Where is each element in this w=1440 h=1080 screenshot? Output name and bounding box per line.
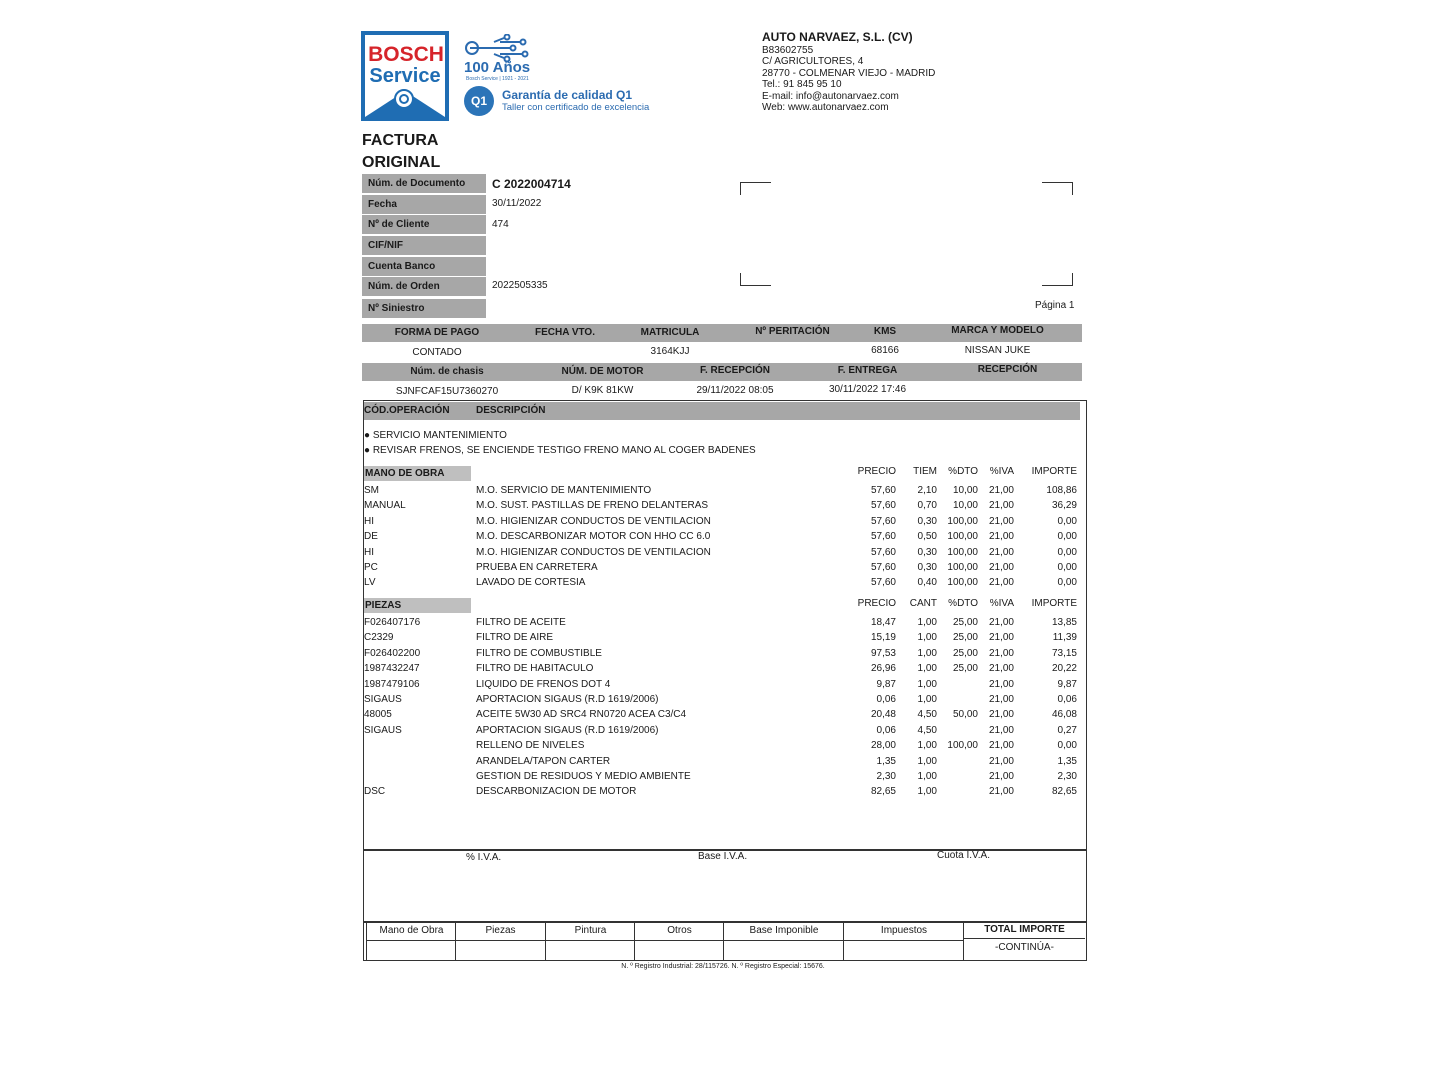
footer-impuestos: Impuestos	[843, 922, 964, 960]
cell-importe: 0,00	[1057, 562, 1077, 573]
cell-importe: 108,86	[1046, 485, 1077, 496]
table-row	[364, 771, 1080, 786]
note-line: ● SERVICIO MANTENIMIENTO	[364, 430, 507, 441]
field-label-cliente: Nº de Cliente	[362, 215, 486, 234]
bullet-icon: ●	[364, 445, 371, 456]
cell-importe: 13,85	[1051, 617, 1077, 628]
cell-desc: M.O. SUST. PASTILLAS DE FRENO DELANTERAS	[476, 500, 709, 512]
cell-importe: 0,27	[1057, 724, 1077, 736]
cell-importe: 73,15	[1051, 647, 1077, 659]
cell-code: HI	[364, 515, 374, 527]
cell-desc: FILTRO DE AIRE	[476, 632, 554, 644]
field-value-cliente: 474	[492, 219, 509, 230]
table-row	[364, 547, 1080, 562]
cell-qty: 1,00	[917, 786, 937, 798]
field-label-cif: CIF/NIF	[362, 236, 486, 255]
cell-precio: 57,60	[870, 531, 896, 543]
cell-dto: 100,00	[947, 562, 978, 573]
cell-qty: 1,00	[917, 755, 937, 767]
cell-desc: ARANDELA/TAPON CARTER	[476, 755, 611, 767]
cell-dto: 100,00	[947, 740, 978, 752]
field-label-siniestro: Nº Siniestro	[362, 299, 486, 318]
cell-qty: 4,50	[917, 724, 937, 736]
hdr-recepcion-fecha: F. RECEPCIÓN	[699, 365, 770, 376]
cell-iva: 21,00	[988, 562, 1014, 573]
val-marca-modelo: NISSAN JUKE	[964, 345, 1031, 356]
parts-column-headers	[364, 598, 1080, 613]
cell-qty: 0,70	[917, 500, 937, 512]
hdr-marca-modelo: MARCA Y MODELO	[951, 325, 1044, 336]
note-line: ● REVISAR FRENOS, SE ENCIENDE TESTIGO FRENO MANO AL COGER BADENES	[364, 445, 756, 456]
cell-desc: RELLENO DE NIVELES	[476, 740, 585, 752]
table-row	[364, 694, 1080, 709]
title-line2: ORIGINAL	[362, 154, 441, 171]
cell-code: SIGAUS	[364, 724, 402, 736]
title-line1: FACTURA	[362, 132, 439, 149]
val-matricula: 3164KJJ	[650, 346, 690, 357]
val-motor: D/ K9K 81KW	[571, 385, 634, 396]
hdr-fecha-vto: FECHA VTO.	[534, 327, 595, 338]
val-entrega: 30/11/2022 17:46	[828, 384, 907, 395]
labor-column-headers	[364, 466, 1080, 481]
cell-precio: 18,47	[870, 617, 896, 628]
footer-otros: Otros	[634, 922, 724, 960]
cell-iva: 21,00	[988, 515, 1014, 527]
cell-precio: 26,96	[870, 663, 896, 675]
footer-piezas: Piezas	[455, 922, 545, 960]
cell-importe: 0,00	[1057, 577, 1077, 589]
cell-desc: GESTION DE RESIDUOS Y MEDIO AMBIENTE	[476, 771, 691, 782]
continua-label: -CONTINÚA-	[995, 942, 1054, 953]
table-row	[364, 725, 1080, 740]
hdr-descripcion: DESCRIPCIÓN	[476, 405, 546, 416]
cell-code: MANUAL	[364, 500, 406, 512]
cell-code: 1987432247	[364, 663, 420, 675]
address-window-corner	[1042, 273, 1073, 286]
cell-iva: 21,00	[988, 531, 1014, 543]
val-forma-pago: CONTADO	[412, 347, 462, 358]
hdr-kms: KMS	[873, 326, 897, 337]
hdr-entrega: F. ENTREGA	[837, 365, 898, 376]
cell-iva: 21,00	[988, 740, 1014, 752]
table-row	[364, 562, 1080, 577]
company-city: 28770 - COLMENAR VIEJO - MADRID	[762, 67, 936, 79]
q1-title: Garantía de calidad Q1	[502, 88, 633, 102]
cell-importe: 20,22	[1051, 663, 1077, 675]
cell-precio: 57,60	[870, 500, 896, 512]
cell-precio: 97,53	[870, 647, 896, 659]
cell-precio: 57,60	[870, 577, 896, 589]
field-value-documento: C 2022004714	[492, 177, 571, 191]
cell-qty: 1,00	[917, 740, 937, 752]
anniversary-text: 100 Años	[464, 59, 531, 76]
cell-precio: 57,60	[870, 485, 896, 496]
bosch-wordmark: BOSCH	[368, 43, 444, 66]
cell-importe: 9,87	[1057, 678, 1077, 690]
table-row	[364, 485, 1080, 500]
field-label-fecha: Fecha	[362, 195, 486, 214]
table-row	[364, 663, 1080, 678]
cell-code: 1987479106	[364, 678, 420, 690]
cell-desc: M.O. HIGIENIZAR CONDUCTOS DE VENTILACION	[476, 515, 711, 527]
cell-desc: FILTRO DE HABITACULO	[476, 663, 594, 675]
val-chasis: SJNFCAF15U7360270	[395, 386, 499, 397]
footer-total-importe: TOTAL IMPORTE -CONTINÚA-	[963, 922, 1085, 960]
cell-iva: 21,00	[988, 786, 1014, 798]
cell-iva: 21,00	[988, 617, 1014, 628]
cell-importe: 82,65	[1051, 786, 1077, 798]
table-row	[364, 516, 1080, 531]
cell-importe: 0,06	[1057, 694, 1077, 705]
cell-desc: DESCARBONIZACION DE MOTOR	[476, 786, 637, 798]
vat-pct-label: % I.V.A.	[466, 852, 502, 863]
vat-base-label: Base I.V.A.	[698, 851, 748, 862]
cell-iva: 21,00	[988, 647, 1014, 659]
cell-qty: 0,30	[917, 562, 937, 573]
address-window-corner	[740, 273, 771, 286]
cell-qty: 1,00	[917, 678, 937, 690]
table-row	[364, 679, 1080, 694]
col-importe: IMPORTE	[1031, 466, 1077, 477]
cell-dto: 100,00	[947, 577, 978, 589]
cell-precio: 82,65	[870, 786, 896, 798]
cell-desc: APORTACION SIGAUS (R.D 1619/2006)	[476, 724, 659, 736]
cell-qty: 1,00	[917, 632, 937, 644]
col-dto: %DTO	[948, 598, 978, 609]
cell-dto: 10,00	[952, 485, 978, 496]
vat-cuota-label: Cuota I.V.A.	[937, 850, 990, 861]
cell-dto: 25,00	[952, 632, 978, 644]
registry-note: N. º Registro Industrial: 28/115726. N. º Registro Especial: 15676.	[621, 963, 825, 970]
cell-desc: FILTRO DE COMBUSTIBLE	[476, 647, 602, 659]
cell-qty: 2,10	[917, 485, 937, 496]
company-info	[762, 32, 935, 114]
cell-importe: 0,00	[1057, 740, 1077, 752]
cell-desc: M.O. HIGIENIZAR CONDUCTOS DE VENTILACION	[476, 546, 711, 558]
col-tiem: TIEM	[913, 466, 937, 477]
table-row	[364, 632, 1080, 647]
cell-qty: 0,30	[917, 515, 937, 527]
field-value-orden: 2022505335	[492, 280, 548, 291]
field-label-orden: Núm. de Orden	[362, 277, 486, 296]
cell-precio: 57,60	[870, 515, 896, 527]
cell-precio: 9,87	[876, 678, 896, 690]
cell-iva: 21,00	[988, 709, 1014, 721]
cell-iva: 21,00	[988, 755, 1014, 767]
table-row	[364, 648, 1080, 663]
cell-iva: 21,00	[988, 577, 1014, 589]
hdr-forma-pago: FORMA DE PAGO	[394, 327, 480, 338]
q1-quality-badge	[464, 86, 664, 120]
cell-importe: 11,39	[1052, 632, 1077, 644]
cell-iva: 21,00	[988, 546, 1014, 558]
cell-iva: 21,00	[988, 500, 1014, 512]
cell-iva: 21,00	[988, 663, 1014, 675]
footer-mano-obra: Mano de Obra	[366, 922, 456, 960]
cell-precio: 2,30	[876, 771, 896, 782]
company-address: C/ AGRICULTORES, 4	[762, 56, 864, 67]
table-row	[364, 709, 1080, 724]
val-kms: 68166	[871, 345, 899, 356]
section-piezas: PIEZAS	[364, 598, 471, 613]
field-label-cuenta: Cuenta Banco	[362, 257, 486, 276]
company-email: E-mail: info@autonarvaez.com	[762, 90, 899, 102]
cell-desc: FILTRO DE ACEITE	[476, 617, 566, 628]
cell-code: SM	[364, 485, 379, 496]
cell-qty: 0,50	[917, 531, 937, 543]
footer-pintura: Pintura	[545, 922, 635, 960]
cell-importe: 46,08	[1051, 709, 1077, 721]
table-row	[364, 500, 1080, 515]
cell-qty: 1,00	[917, 694, 937, 705]
q1-circle-icon: Q1	[464, 86, 494, 116]
cell-dto: 25,00	[952, 617, 978, 628]
page-number: Página 1	[1035, 300, 1075, 311]
cell-code: DE	[364, 531, 378, 543]
cell-precio: 15,19	[870, 632, 896, 644]
cell-desc: PRUEBA EN CARRETERA	[476, 562, 598, 573]
cell-desc: LIQUIDO DE FRENOS DOT 4	[476, 678, 611, 690]
cell-dto: 100,00	[947, 546, 978, 558]
col-precio: PRECIO	[857, 598, 896, 609]
cell-importe: 0,00	[1057, 531, 1077, 543]
bosch-armature-icon	[394, 89, 414, 109]
val-recepcion-fecha: 29/11/2022 08:05	[696, 385, 774, 396]
cell-qty: 1,00	[917, 663, 937, 675]
anniversary-logo	[464, 34, 539, 82]
hdr-peritacion: Nº PERITACIÓN	[755, 326, 830, 337]
q1-subtitle: Taller con certificado de excelencia	[502, 102, 650, 113]
hdr-cod-operacion: CÓD.OPERACIÓN	[364, 405, 450, 416]
hdr-recepcion: RECEPCIÓN	[977, 364, 1038, 375]
field-value-fecha: 30/11/2022	[492, 198, 542, 209]
cell-desc: M.O. SERVICIO DE MANTENIMIENTO	[476, 485, 652, 496]
cell-code: C2329	[364, 632, 394, 644]
cell-qty: 1,00	[917, 771, 937, 782]
cell-qty: 0,30	[917, 546, 937, 558]
cell-iva: 21,00	[988, 694, 1014, 705]
hdr-matricula: MATRICULA	[640, 327, 700, 338]
col-importe: IMPORTE	[1031, 598, 1077, 609]
col-cant: CANT	[909, 598, 937, 609]
table-row	[364, 531, 1080, 546]
company-name: AUTO NARVAEZ, S.L. (CV)	[762, 30, 913, 44]
service-wordmark: Service	[369, 65, 441, 87]
field-label-documento: Núm. de Documento	[362, 174, 486, 193]
table-row	[364, 786, 1080, 801]
bullet-icon: ●	[364, 430, 371, 441]
col-dto: %DTO	[948, 466, 978, 477]
cell-dto: 100,00	[947, 515, 978, 527]
address-window-corner	[740, 182, 771, 195]
cell-importe: 2,30	[1057, 771, 1077, 782]
cell-dto: 25,00	[952, 647, 978, 659]
lines-header-bar	[364, 402, 1080, 420]
bosch-service-logo	[361, 31, 449, 121]
cell-iva: 21,00	[988, 485, 1014, 496]
cell-importe: 1,35	[1057, 755, 1077, 767]
company-cif: B83602755	[762, 44, 814, 56]
cell-code: DSC	[364, 786, 386, 798]
hdr-motor: NÚM. DE MOTOR	[561, 366, 644, 377]
cell-qty: 0,40	[917, 577, 937, 589]
cell-precio: 1,35	[876, 755, 896, 767]
section-mano-de-obra: MANO DE OBRA	[364, 466, 471, 481]
cell-precio: 28,00	[870, 740, 896, 752]
cell-iva: 21,00	[988, 632, 1014, 644]
col-iva: %IVA	[989, 466, 1014, 477]
address-window-corner	[1042, 182, 1073, 195]
cell-dto: 10,00	[952, 500, 978, 512]
cell-code: SIGAUS	[364, 694, 402, 705]
cell-dto: 100,00	[947, 531, 978, 543]
cell-desc: APORTACION SIGAUS (R.D 1619/2006)	[476, 694, 659, 705]
table-row	[364, 617, 1080, 632]
cell-desc: ACEITE 5W30 AD SRC4 RN0720 ACEA C3/C4	[476, 709, 687, 721]
cell-qty: 1,00	[917, 647, 937, 659]
document-title	[362, 130, 440, 174]
cell-code: F026402200	[364, 647, 421, 659]
cell-code: HI	[364, 546, 374, 558]
cell-precio: 57,60	[870, 546, 896, 558]
footer-base-imponible: Base Imponible	[723, 922, 844, 960]
cell-desc: LAVADO DE CORTESIA	[476, 577, 586, 589]
hdr-chasis: Núm. de chasis	[410, 366, 484, 377]
cell-precio: 57,60	[870, 562, 896, 573]
table-row	[364, 577, 1080, 592]
cell-precio: 20,48	[870, 709, 896, 721]
table-row	[364, 740, 1080, 755]
cell-iva: 21,00	[988, 771, 1014, 782]
cell-code: F026407176	[364, 617, 421, 628]
wrench-circuit-icon	[464, 34, 534, 62]
cell-precio: 0,06	[876, 694, 896, 705]
cell-qty: 1,00	[917, 617, 937, 628]
cell-importe: 0,00	[1057, 515, 1077, 527]
cell-dto: 50,00	[952, 709, 978, 721]
cell-importe: 0,00	[1057, 546, 1077, 558]
cell-precio: 0,06	[876, 724, 896, 736]
cell-code: PC	[364, 562, 378, 573]
cell-code: 48005	[364, 709, 392, 721]
company-tel: Tel.: 91 845 95 10	[762, 79, 842, 90]
col-precio: PRECIO	[857, 466, 896, 477]
cell-importe: 36,29	[1051, 500, 1077, 512]
anniversary-subtext: Bosch Service | 1921 - 2021	[466, 76, 529, 82]
cell-dto: 25,00	[952, 663, 978, 675]
cell-code: LV	[364, 577, 376, 589]
cell-iva: 21,00	[988, 724, 1014, 736]
col-iva: %IVA	[989, 598, 1014, 609]
cell-iva: 21,00	[988, 678, 1014, 690]
company-web: Web: www.autonarvaez.com	[762, 102, 889, 113]
cell-qty: 4,50	[917, 709, 937, 721]
table-row	[364, 756, 1080, 771]
cell-desc: M.O. DESCARBONIZAR MOTOR CON HHO CC 6.0	[476, 531, 711, 543]
